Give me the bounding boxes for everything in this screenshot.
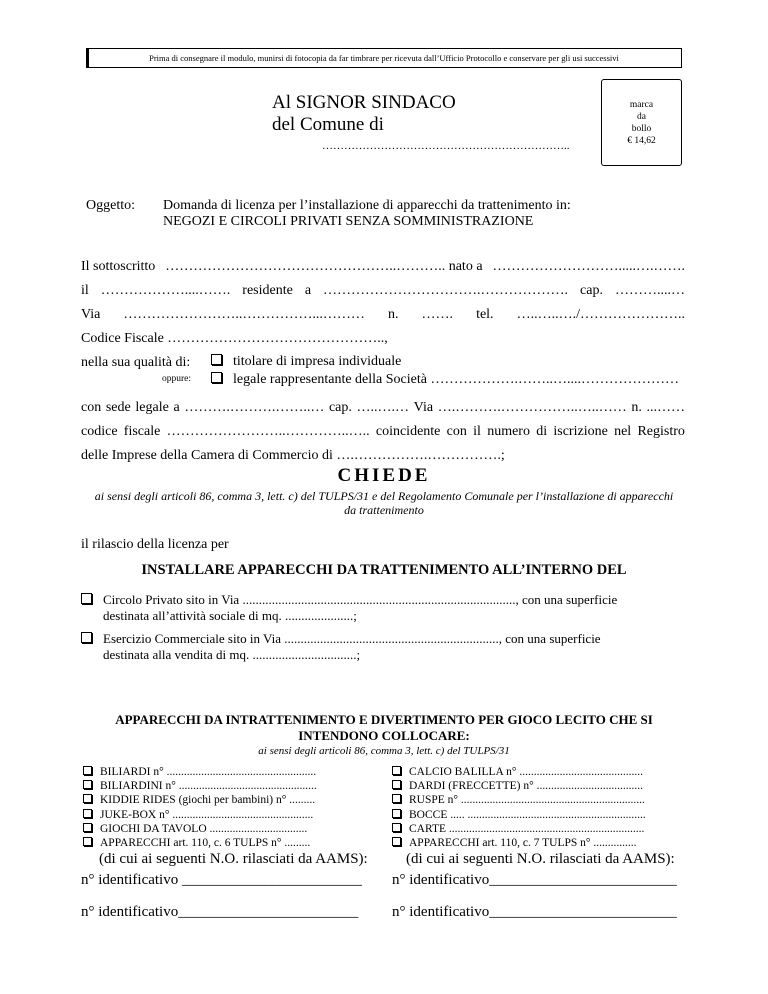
checkbox-icon[interactable]: [83, 823, 92, 832]
company-cap-field[interactable]: …..….…: [356, 400, 410, 415]
circolo-line-2: destinata all’attività sociale di mq. .....................;: [103, 608, 357, 623]
row6-w1: sede: [105, 400, 131, 415]
identifier-field-left-1[interactable]: n° identificativo ________________________: [81, 872, 362, 888]
company-street-field[interactable]: ….……….……………..…..……: [437, 400, 627, 415]
row2-w5: cap.: [580, 283, 603, 298]
row1-w0: Il sottoscritto: [81, 259, 156, 274]
quality-label: nella sua qualità di:: [81, 355, 191, 370]
checkbox-icon[interactable]: [211, 372, 222, 383]
birthdate-field[interactable]: ………………....…….: [100, 283, 231, 298]
device-item[interactable]: APPARECCHI art. 110, c. 7 TULPS n° ...............: [392, 836, 646, 850]
quality-option-company[interactable]: [211, 372, 679, 388]
checkbox-icon[interactable]: [81, 632, 92, 643]
notice-text: Prima di consegnare il modulo, munirsi di fotocopia da far timbrare per ricevuta dall’Ufficio Protocollo e conservare per gli usi successivi: [149, 53, 619, 63]
row7-w10: Registro: [637, 424, 685, 439]
birthplace-field[interactable]: ……………………….....….…….: [492, 259, 685, 274]
street-field[interactable]: ……………………..……………...………: [123, 307, 365, 322]
checkbox-icon[interactable]: [81, 593, 92, 604]
subject-label: Oggetto:: [86, 198, 135, 213]
quality-option-individual[interactable]: [211, 354, 401, 370]
stamp-label-3: bollo: [631, 123, 652, 134]
row7-w9: nel: [614, 424, 632, 439]
device-item[interactable]: GIOCHI DA TAVOLO ..................................: [83, 822, 317, 836]
row7-w5: il: [473, 424, 481, 439]
esercizio-line-2: destinata alla vendita di mq. ................................;: [103, 647, 361, 662]
row3-w4: tel.: [476, 307, 494, 322]
request-subtitle: ai sensi degli articoli 86, comma 3, lett. c) del TULPS/31 e del Regolamento Comunale per l’installazione di apparecchi da trattenimento: [94, 489, 674, 517]
row2-w3: a: [304, 283, 312, 298]
release-text: il rilascio della licenza per: [81, 537, 229, 552]
row7-w8: iscrizione: [553, 424, 608, 439]
quality-option-individual-label: titolare di impresa individuale: [233, 354, 402, 369]
company-row-fiscal: [81, 424, 685, 440]
checkbox-icon[interactable]: [392, 780, 401, 789]
stamp-label-1: marca: [629, 99, 654, 110]
phone-field[interactable]: …..…..…./…………………..: [516, 307, 685, 322]
row7-w0: codice: [81, 424, 118, 439]
device-item[interactable]: JUKE-BOX n° .................................................: [83, 808, 317, 822]
fiscal-code-field[interactable]: Codice Fiscale ………………………………………..,: [81, 331, 388, 346]
cap-field[interactable]: ………....…: [614, 283, 685, 298]
stamp-label-2: da: [637, 111, 646, 122]
revenue-stamp-box: [601, 79, 682, 166]
device-item[interactable]: CARTE ....................................................................: [392, 822, 646, 836]
company-city-field[interactable]: ……….……….……..…: [184, 400, 325, 415]
checkbox-icon[interactable]: [392, 766, 401, 775]
checkbox-icon[interactable]: [211, 354, 222, 365]
row7-w6: numero: [487, 424, 530, 439]
applicant-row-name: [81, 259, 685, 275]
row6-w2: legale: [135, 400, 169, 415]
aams-note-right: (di cui ai seguenti N.O. rilasciati da AAMS):: [406, 851, 675, 867]
checkbox-icon[interactable]: [83, 837, 92, 846]
device-item[interactable]: CALCIO BALILLA n° ...........................................: [392, 765, 646, 779]
device-item[interactable]: DARDI (FRECCETTE) n° .....................................: [392, 779, 646, 793]
identifier-field-right-2[interactable]: n° identificativo_________________________: [392, 904, 677, 920]
devices-heading: APPARECCHI DA INTRATTENIMENTO E DIVERTIMENTO PER GIOCO LECITO CHE SI INTENDONO COLLOCARE:: [115, 712, 653, 743]
checkbox-icon[interactable]: [83, 766, 92, 775]
applicant-row-address: [81, 307, 685, 323]
municipality-blank[interactable]: …………………………………………………………..: [322, 140, 570, 152]
company-row-seat: [81, 400, 685, 416]
chamber-of-commerce-field[interactable]: delle Imprese della Camera di Commercio di ….…………….…………….;: [81, 448, 505, 463]
row7-w3: coincidente: [375, 424, 441, 439]
row2-w2: residente: [242, 283, 293, 298]
quality-option-company-label: legale rappresentante della Società ……………….……..…....…………………: [233, 372, 679, 387]
aams-note-left: (di cui ai seguenti N.O. rilasciati da AAMS):: [99, 851, 368, 867]
row3-w0: Via: [81, 307, 101, 322]
devices-list-right: [392, 765, 646, 850]
request-title: CHIEDE: [337, 465, 431, 486]
row6-w5: cap.: [328, 400, 352, 415]
row6-w7: Via: [413, 400, 434, 415]
row7-w1: fiscale: [123, 424, 161, 439]
checkbox-icon[interactable]: [392, 837, 401, 846]
esercizio-line-1: Esercizio Commerciale sito in Via .................................................................., con una superficie: [103, 631, 601, 646]
subject-line-2: NEGOZI E CIRCOLI PRIVATI SENZA SOMMINISTRAZIONE: [163, 214, 534, 229]
checkbox-icon[interactable]: [83, 809, 92, 818]
row6-w0: con: [81, 400, 102, 415]
name-field[interactable]: …………………………………………..……….. nato a: [165, 259, 483, 274]
stamp-amount: € 14,62: [627, 135, 656, 146]
install-heading: INSTALLARE APPARECCHI DA TRATTENIMENTO ALL’INTERNO DEL: [141, 562, 627, 578]
row6-w3: a: [173, 400, 180, 415]
checkbox-icon[interactable]: [83, 780, 92, 789]
device-item[interactable]: RUSPE n° ................................................................: [392, 793, 646, 807]
subject-text: [163, 198, 571, 230]
company-fiscal-field[interactable]: ……………………..…………..…..: [166, 424, 370, 439]
circolo-line-1: Circolo Privato sito in Via ...................................................................................., con una superficie: [103, 592, 618, 607]
row7-w4: con: [446, 424, 467, 439]
devices-subheading: ai sensi degli articoli 86, comma 3, lett. c) del TULPS/31: [258, 745, 510, 757]
checkbox-icon[interactable]: [392, 794, 401, 803]
device-item[interactable]: KIDDIE RIDES (giochi per bambini) n° .........: [83, 793, 317, 807]
devices-list-left: [83, 765, 317, 850]
row6-w9: n.: [631, 400, 642, 415]
device-item[interactable]: APPARECCHI art. 110, c. 6 TULPS n° .........: [83, 836, 317, 850]
checkbox-icon[interactable]: [83, 794, 92, 803]
number-field[interactable]: …….: [421, 307, 454, 322]
device-item[interactable]: BOCCE ..... ..............................................................: [392, 808, 646, 822]
addressee-line1: Al SIGNOR SINDACO: [272, 92, 456, 113]
oppure-label: oppure:: [162, 374, 192, 384]
identifier-field-left-2[interactable]: n° identificativo________________________: [81, 904, 359, 920]
venue-option-circolo[interactable]: [81, 592, 617, 624]
addressee-line2: del Comune di: [272, 114, 384, 135]
notice-box: [86, 48, 682, 68]
subject-line-1: Domanda di licenza per l’installazione di apparecchi da trattenimento in:: [163, 198, 571, 213]
device-item[interactable]: BILIARDI n° ....................................................: [83, 765, 317, 779]
identifier-field-right-1[interactable]: n° identificativo_________________________: [392, 872, 677, 888]
company-number-field[interactable]: ...……: [646, 400, 685, 415]
row3-w2: n.: [387, 307, 399, 322]
applicant-row-birth: [81, 283, 685, 299]
venue-option-esercizio[interactable]: [81, 631, 601, 663]
row7-w7: di: [536, 424, 548, 439]
row2-w0: il: [81, 283, 89, 298]
device-item[interactable]: BILIARDINI n° ................................................: [83, 779, 317, 793]
checkbox-icon[interactable]: [392, 823, 401, 832]
residence-field[interactable]: …………………………….……………….: [323, 283, 569, 298]
checkbox-icon[interactable]: [392, 809, 401, 818]
